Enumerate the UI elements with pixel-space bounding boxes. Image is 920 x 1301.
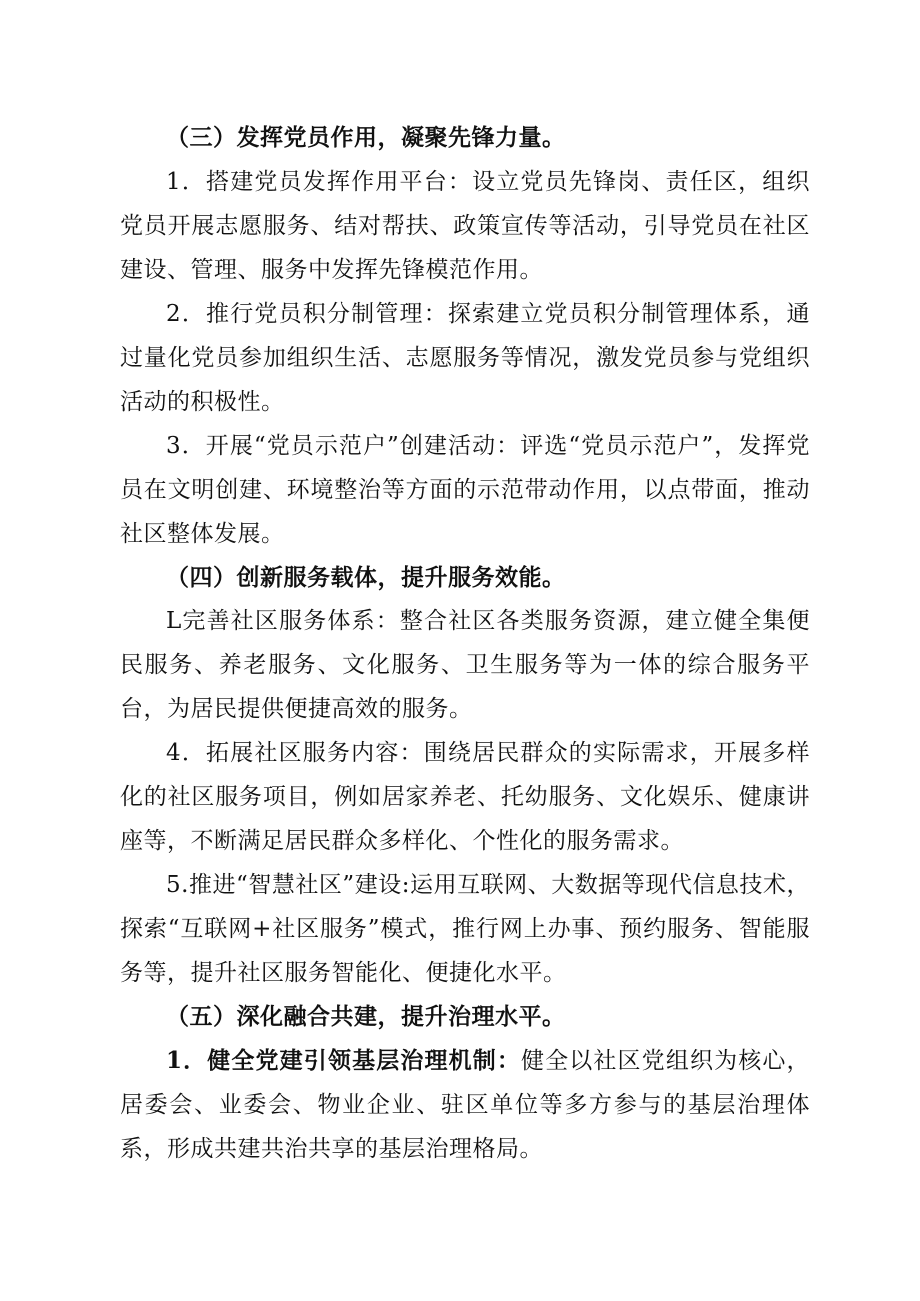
paragraph-4-3: 5.推进“智慧社区”建设:运用互联网、大数据等现代信息技术，探索“互联网+社区服务”模式，推行网上办事、预约服务、智能服务等，提升社区服务智能化、便捷化水平。 [120,872,810,986]
paragraph-5-1-body: 健全以社区党组织为核心，居委会、业委会、物业企业、驻区单位等多方参与的基层治理体系，形成共建共治共享的基层治理格局。 [120,1048,810,1162]
paragraph-5-1-lead: 1．健全党建引领基层治理机制： [166,1047,522,1074]
section-heading-4: （四）创新服务载体，提升服务效能。 [166,564,566,591]
paragraph-3-2: 2．推行党员积分制管理：探索建立党员积分制管理体系，通过量化党员参加组织生活、志愿服务等情况，激发党员参与党组织活动的积极性。 [120,301,810,415]
paragraph-3-3: 3．开展“党员示范户”创建活动：评选“党员示范户”，发挥党员在文明创建、环境整治等方面的示范带动作用，以点带面，推动社区整体发展。 [120,433,810,547]
paragraph-4-1: L完善社区服务体系：整合社区各类服务资源，建立健全集便民服务、养老服务、文化服务、卫生服务等为一体的综合服务平台，为居民提供便捷高效的服务。 [120,608,810,722]
paragraph-5-1 [120,1039,810,1171]
section-heading-3: （三）发挥党员作用，凝聚先锋力量。 [166,124,566,151]
paragraph-4-2: 4．拓展社区服务内容：围绕居民群众的实际需求，开展多样化的社区服务项目，例如居家养老、托幼服务、文化娱乐、健康讲座等，不断满足居民群众多样化、个性化的服务需求。 [120,740,810,854]
section-heading-5: （五）深化融合共建，提升治理水平。 [166,1003,566,1030]
paragraph-3-1: 1．搭建党员发挥作用平台：设立党员先锋岗、责任区，组织党员开展志愿服务、结对帮扶、政策宣传等活动，引导党员在社区建设、管理、服务中发挥先锋模范作用。 [120,169,810,283]
